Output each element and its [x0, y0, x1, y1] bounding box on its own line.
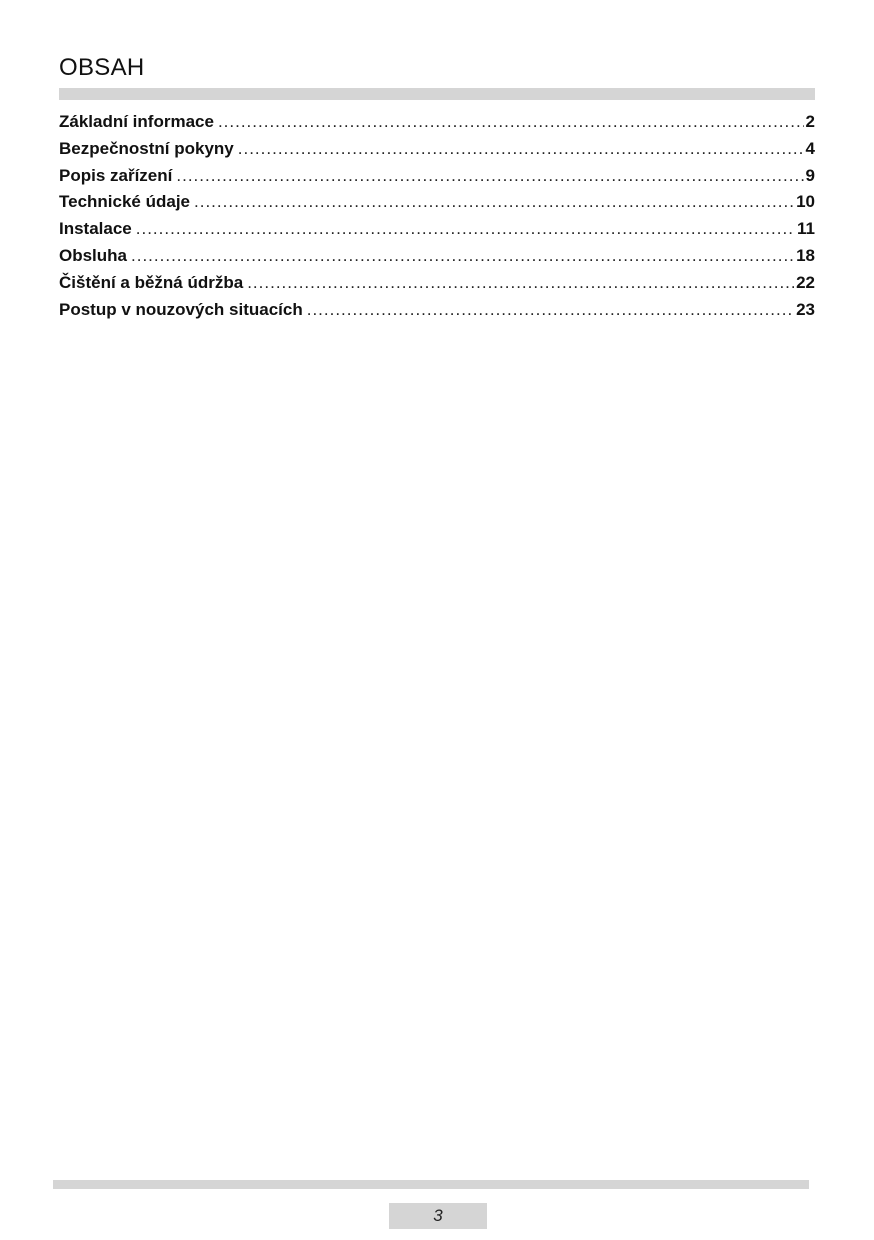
toc-entry-label: Čištění a běžná údržba — [59, 272, 244, 292]
toc-entry-label: Postup v nouzových situacích — [59, 299, 303, 319]
toc-entry-bezpecnostni-pokyny[interactable] — [59, 139, 815, 166]
toc-entry-cisteni-a-bezna-udrzba[interactable] — [59, 273, 815, 300]
toc-entry-page: 11 — [797, 219, 815, 239]
toc-entry-label: Popis zařízení — [59, 165, 173, 185]
toc-dot-leader — [307, 300, 794, 320]
title-divider — [59, 88, 815, 100]
toc-dot-leader — [131, 246, 794, 266]
page-number: 3 — [433, 1206, 443, 1225]
toc-entry-page: 10 — [796, 192, 815, 212]
toc-entry-zakladni-informace[interactable] — [59, 112, 815, 139]
toc-entry-obsluha[interactable] — [59, 246, 815, 273]
toc-entry-page: 2 — [805, 112, 815, 131]
toc-entry-page: 23 — [796, 299, 815, 319]
toc-entry-page: 22 — [796, 272, 815, 292]
toc-dot-leader — [238, 139, 804, 159]
toc-entry-postup-v-nouzovych-situacich[interactable] — [59, 300, 815, 327]
toc-entry-technicke-udaje[interactable] — [59, 192, 815, 219]
toc-entry-instalace[interactable] — [59, 219, 815, 246]
toc-entry-page: 4 — [805, 138, 815, 158]
toc-entry-label: Technické údaje — [59, 192, 191, 212]
toc-entry-page: 9 — [805, 165, 815, 185]
toc-entry-label: Instalace — [59, 219, 132, 239]
table-of-contents — [59, 112, 815, 326]
footer-divider — [53, 1180, 809, 1189]
page-number-box — [389, 1203, 487, 1229]
toc-dot-leader — [247, 273, 794, 293]
toc-entry-label: Obsluha — [59, 245, 128, 265]
toc-entry-popis-zarizeni[interactable] — [59, 166, 815, 193]
toc-entry-label: Základní informace — [59, 112, 214, 131]
page-title: OBSAH — [59, 54, 145, 81]
toc-entry-label: Bezpečnostní pokyny — [59, 138, 234, 158]
toc-entry-page: 18 — [796, 245, 815, 265]
toc-dot-leader — [176, 166, 803, 186]
toc-dot-leader — [218, 112, 804, 132]
toc-dot-leader — [194, 192, 794, 212]
toc-dot-leader — [136, 219, 795, 239]
